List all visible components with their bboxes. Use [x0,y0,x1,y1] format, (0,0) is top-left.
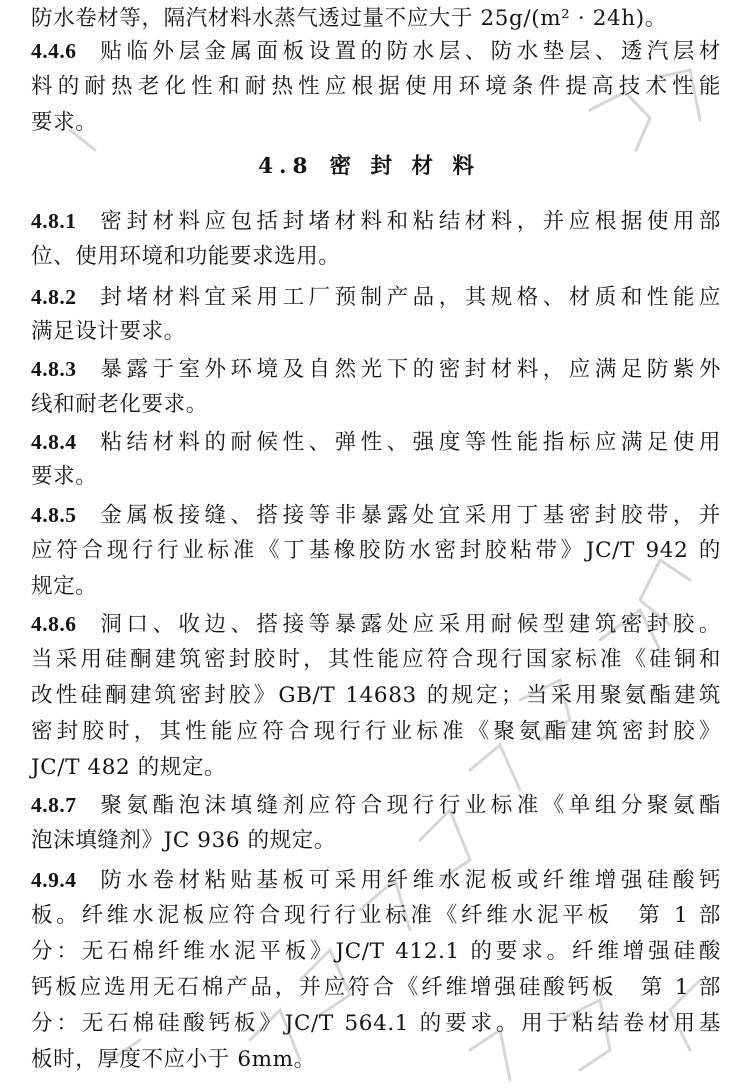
clause-486-line-1 [31,609,721,639]
clause-text: 聚氨酯泡沫填缝剂应符合现行行业标准《单组分聚氨酯 [96,793,721,818]
clause-text: 暴露于室外环境及自然光下的密封材料，应满足防紫外 [96,357,721,382]
clause-481-line-1 [31,206,721,236]
clause-text: 贴临外层金属面板设置的防水层、防水垫层、透汽层材 [96,39,721,64]
clause-482-line-2: 满足设计要求。 [31,319,186,344]
clause-number: 4.9.4 [31,868,77,892]
clause-494-line-2: 板。纤维水泥板应符合现行行业标准《纤维水泥平板 第 1 部 [31,903,721,928]
clause-494-line-5: 分：无石棉硅酸钙板》JC/T 564.1 的要求。用于粘结卷材用基 [31,1011,721,1036]
clause-446-line-2: 料的耐热老化性和耐热性应根据使用环境条件提高技术性能 [31,74,721,99]
clause-text: 粘结材料的耐候性、弹性、强度等性能指标应满足使用 [96,430,721,455]
clause-486-line-5: JC/T 482 的规定。 [31,755,227,780]
clause-number: 4.8.3 [31,357,77,381]
clause-text: 封堵材料宜采用工厂预制产品，其规格、材质和性能应 [96,285,721,310]
clause-486-line-3: 改性硅酮建筑密封胶》GB/T 14683 的规定；当采用聚氨酯建筑 [31,683,721,708]
clause-494-line-4: 钙板应选用无石棉产品，并应符合《纤维增强硅酸钙板 第 1 部 [31,975,721,1000]
section-number: 4.8 [258,154,314,179]
clause-485-line-3: 规定。 [31,574,98,599]
clause-482-line-1 [31,282,721,312]
clause-text: 洞口、收边、搭接等暴露处应采用耐候型建筑密封胶。 [96,612,721,637]
clause-number: 4.8.6 [31,612,77,636]
clause-484-line-2: 要求。 [31,464,98,489]
section-title: 密 封 材 料 [329,154,480,179]
clause-487-line-1 [31,790,721,820]
clause-text: 金属板接缝、搭接等非暴露处宜采用丁基密封胶带，并 [96,503,721,528]
clause-485-line-1 [31,500,721,530]
clause-481-line-2: 位、使用环境和功能要求选用。 [31,244,341,269]
clause-number: 4.8.5 [31,503,77,527]
clause-484-line-1 [31,427,721,457]
clause-486-line-4: 密封胶时，其性能应符合现行行业标准《聚氨酯建筑密封胶》 [31,719,721,744]
clause-494-line-6: 板时，厚度不应小于 6mm。 [31,1047,316,1072]
clause-494-line-1 [31,865,721,895]
clause-number: 4.4.6 [31,39,77,63]
clause-485-line-2: 应符合现行行业标准《丁基橡胶防水密封胶粘带》JC/T 942 的 [31,538,721,563]
intro-line: 防水卷材等，隔汽材料水蒸气透过量不应大于 25g/(m² · 24h)。 [31,6,667,31]
clause-487-line-2: 泡沫填缝剂》JC 936 的规定。 [31,828,336,853]
clause-number: 4.8.4 [31,430,77,454]
clause-446-line-1 [31,36,721,66]
clause-486-line-2: 当采用硅酮建筑密封胶时，其性能应符合现行国家标准《硅铜和 [31,647,721,672]
clause-446-line-3: 要求。 [31,110,98,135]
clause-text: 防水卷材粘贴基板可采用纤维水泥板或纤维增强硅酸钙 [96,868,721,893]
clause-number: 4.8.2 [31,285,77,309]
section-heading [0,152,738,182]
clause-494-line-3: 分：无石棉纤维水泥平板》JC/T 412.1 的要求。纤维增强硅酸 [31,939,721,964]
clause-483-line-1 [31,354,721,384]
clause-number: 4.8.7 [31,793,77,817]
clause-text: 密封材料应包括封堵材料和粘结材料，并应根据使用部 [96,209,721,234]
clause-483-line-2: 线和耐老化要求。 [31,392,208,417]
clause-number: 4.8.1 [31,209,77,233]
